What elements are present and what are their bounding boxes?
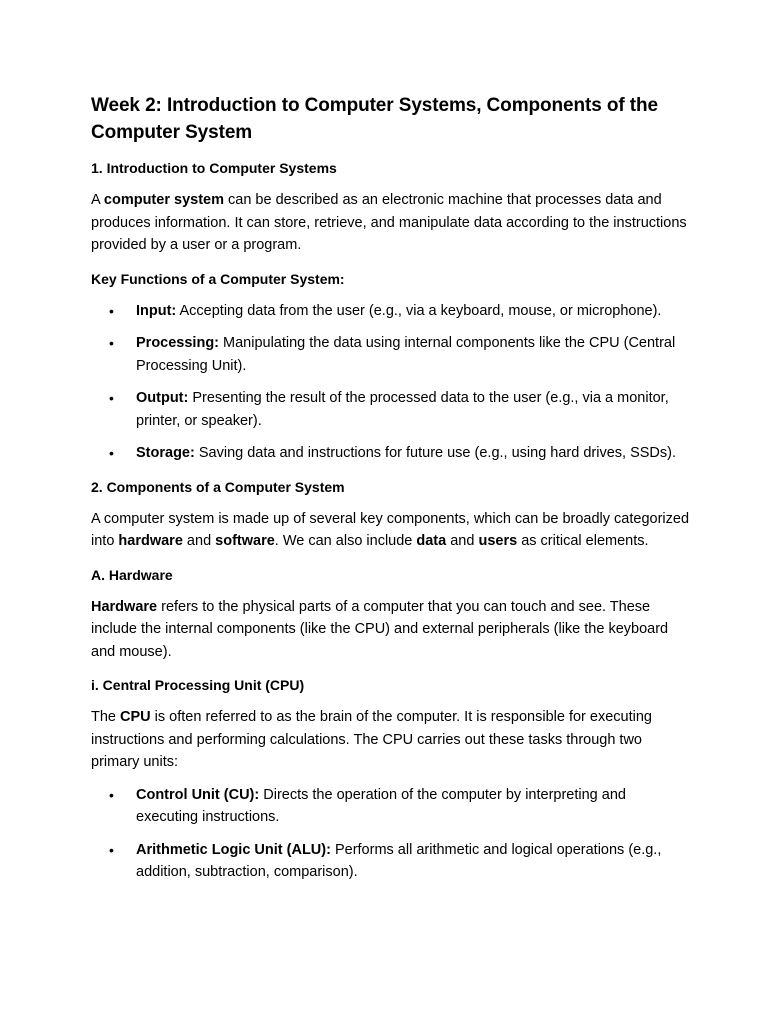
list-item-term: Processing:	[136, 335, 219, 351]
section-heading-intro: 1. Introduction to Computer Systems	[91, 160, 337, 176]
cpu-paragraph	[91, 706, 691, 774]
list-item	[91, 839, 691, 884]
intro-paragraph	[91, 189, 691, 257]
text-run: A	[91, 192, 104, 208]
list-item	[91, 442, 691, 465]
list-item-desc: Performs all arithmetic and logical operations (e.g., addition, subtraction, comparison).	[136, 841, 662, 880]
list-item	[91, 784, 691, 829]
bold-term: software	[215, 533, 275, 549]
bold-term: data	[416, 533, 447, 549]
subsection-heading-hardware: A. Hardware	[91, 566, 173, 583]
text-run: . We can also include	[274, 533, 417, 549]
list-item-desc: Manipulating the data using internal components like the CPU (Central Processing Unit).	[136, 335, 676, 374]
page-title: Week 2: Introduction to Computer Systems, Components of the Computer System	[91, 95, 658, 143]
text-run: as critical elements.	[517, 533, 649, 549]
list-item-desc: Directs the operation of the computer by interpreting and executing instructions.	[136, 786, 626, 825]
list-item-term: Input:	[136, 302, 177, 319]
document-body	[91, 92, 691, 884]
text-run: A computer system is made up of several key components, which can be broadly categorized into	[91, 510, 690, 549]
bullet-icon: •	[109, 335, 114, 351]
bold-term: CPU	[120, 709, 151, 725]
list-item	[91, 387, 691, 432]
bold-term: hardware	[118, 533, 183, 549]
functions-heading: Key Functions of a Computer System:	[91, 270, 345, 287]
text-run: refers to the physical parts of a computer that you can touch and see. These include the internal components (like the CPU) and external peripherals (like the keyboard and mouse).	[91, 598, 669, 660]
bold-term: computer system	[103, 192, 224, 208]
text-run: The	[91, 709, 121, 725]
functions-list	[91, 300, 691, 465]
bullet-icon: •	[109, 786, 114, 803]
bold-term: users	[478, 533, 518, 549]
list-item-desc: Accepting data from the user (e.g., via a keyboard, mouse, or microphone).	[176, 302, 662, 319]
hardware-paragraph	[91, 596, 691, 664]
text-run: can be described as an electronic machine that processes data and produces information. It can store, retrieve, and manipulate data according to the instructions provided by a user or a program.	[91, 192, 687, 253]
bullet-icon: •	[109, 390, 114, 406]
list-item-term: Control Unit (CU):	[136, 786, 260, 803]
list-item	[91, 300, 691, 323]
list-item	[91, 332, 691, 377]
bullet-icon: •	[109, 302, 114, 319]
text-run: is often referred to as the brain of the computer. It is responsible for executing instructions and performing calculations. The CPU carries out these tasks through two primary units:	[91, 709, 652, 770]
list-item-term: Arithmetic Logic Unit (ALU):	[136, 841, 331, 858]
bold-term: Hardware	[91, 598, 158, 615]
list-item-term: Output:	[136, 390, 189, 406]
components-paragraph	[91, 508, 691, 553]
text-run: and	[446, 533, 479, 549]
subsection-heading-cpu: i. Central Processing Unit (CPU)	[91, 677, 305, 693]
cpu-units-list	[91, 784, 691, 884]
list-item-desc: Saving data and instructions for future use (e.g., using hard drives, SSDs).	[194, 445, 676, 461]
list-item-term: Storage:	[136, 445, 195, 461]
bullet-icon: •	[109, 841, 114, 858]
section-heading-components: 2. Components of a Computer System	[91, 478, 345, 495]
list-item-desc: Presenting the result of the processed data to the user (e.g., via a monitor, printer, or speaker).	[136, 390, 669, 429]
bullet-icon: •	[109, 445, 114, 461]
text-run: and	[182, 533, 216, 549]
